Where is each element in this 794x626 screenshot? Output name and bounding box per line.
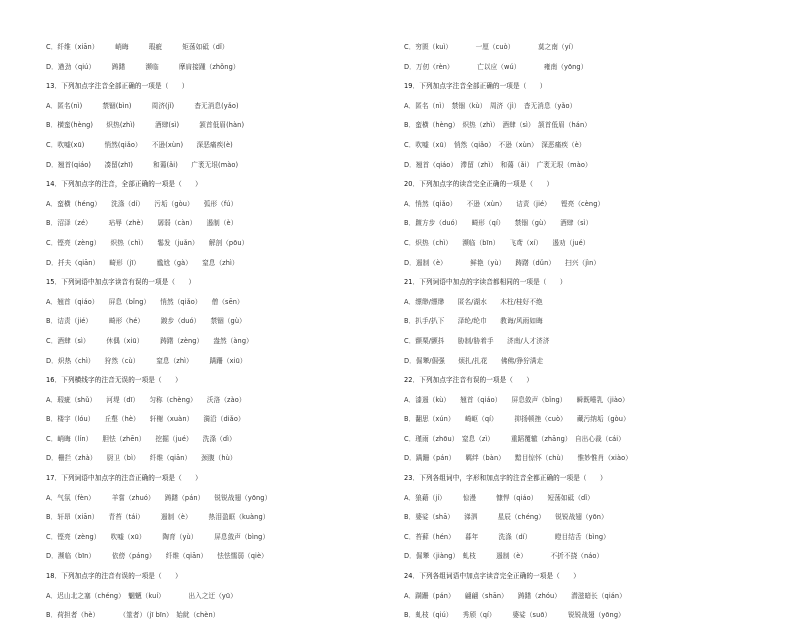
- answer-option: A．蛮横（héng） 洗涤（dí） 污垢（gòu） 弧形（fú）: [46, 199, 238, 208]
- question-stem: 20．下列加点字的读音完全正确的一项是（ ）: [404, 180, 554, 189]
- answer-option: D．遒劲（qiú） 踌躇 濒临 摩肩接踵（zhǒng）: [46, 62, 240, 71]
- answer-option: C．酒肆（sì） 休偶（xiū） 踌躇（zèng） 盎然（àng）: [46, 336, 253, 345]
- answer-option: C．纤维（xiān） 峭晦 瑕疵 矩荡如砥（dǐ）: [46, 43, 229, 51]
- answer-option: A．翘首（qiáo） 屏息（bǐng） 悄然（qiǎo） 僧（sēn）: [46, 297, 244, 306]
- answer-option: A．匿名（nì） 禁锢（kù） 周济（jì） 杳无消息（yǎo）: [404, 101, 577, 110]
- question-stem: 18．下列加点字的注音有误的一项是（ ）: [46, 572, 182, 581]
- answer-option: A．瑕疵（shǔ） 河堤（dī） 匀称（chèng） 沃洛（zào）: [46, 395, 246, 404]
- answer-option: A．匿名(nì) 禁锢(bìn) 周济(jǐ) 杳无消息(yǎo): [46, 101, 239, 110]
- right-column: [404, 38, 766, 626]
- question-stem: 24．下列各组词语中加点字读音完全正确的一项是（ ）: [404, 572, 580, 581]
- answer-option: B．沼泽（zé） 玷辱（zhè） 孱弱（càn） 遏制（è）: [46, 219, 238, 228]
- answer-option: D．倔犟/倔强 烦扎/扎花 佛佛/狰狞满走: [404, 356, 544, 365]
- answer-option: B．轩昂（xiān） 青苔（tái） 遏制（è） 热泪盈眶（kuàng）: [46, 513, 270, 522]
- answer-option: D．濒临（bīn） 依傍（páng） 纤维（qiān） 怯怯懦弱（qiè）: [46, 552, 268, 561]
- answer-option: D．翘首(qiáo) 凑留(zhī) 和蔼(ǎi) 广袤无垠(mào): [46, 160, 239, 169]
- answer-option: D．蹒跚（pán） 羁绊（bàn） 黯目惊怀（chù） 惟妙惟肖（xiào）: [404, 454, 632, 463]
- answer-option: C．颤栗/颤抖 胁制/胁着手 济南/人才济济: [404, 336, 550, 345]
- answer-option: B．扒手/扒下 泽纶/纶巾 教诲/风雨如晦: [404, 317, 543, 326]
- answer-option: D．遏制（è） 鲜艳（yù） 踌躇（dǔn） 扫兴（jìn）: [404, 258, 601, 267]
- answer-option: C．铿亮（zèng） 炽热（chì） 鬈发（juǎn） 解剖（pōu）: [46, 238, 249, 247]
- answer-option: B．虬枝（qiú） 秀颀（qí） 婆娑（suō） 锐锐战翅（yōng）: [404, 611, 625, 620]
- answer-option: A．气氛（fèn） 羊嘗（zhuó） 踌躇（pán） 锐锐战翅（yōng）: [46, 493, 272, 502]
- answer-option: C．瑾雨（zhōu） 窒息（zì） 重蹈覆辙（zhāng） 自出心裁（cái）: [404, 434, 625, 443]
- left-column: [46, 38, 408, 626]
- question-stem: 16．下列横线字的注音无误的一项是（ ）: [46, 376, 182, 385]
- question-stem: 15．下列词语中加点字读音有误的一项是（ ）: [46, 278, 196, 287]
- question-stem: 13．下列加点字注音全部正确的一项是（ ）: [46, 82, 189, 91]
- answer-option: D．栅拦（zhà） 厨卫（bì） 纤维（qiān） 颈腹（hù）: [46, 454, 237, 463]
- answer-option: B．诘责（jié） 畸形（hé） 踱步（duó） 禁锢（gù）: [46, 317, 246, 326]
- answer-option: A．漆遏（kù） 翘首（qiáo） 屏息敛声（bǐng） 瞬既唾乳（jiào）: [404, 395, 629, 404]
- answer-option: C．峭晦（lín） 胆怯（zhēn） 挖掘（jué） 洗涤（dì）: [46, 434, 236, 443]
- answer-option: C．炽热（chì） 濒临（bīn） 飞鸢（xí） 遏劝（jué）: [404, 238, 590, 247]
- answer-option: A．蹒跚（pán） 翩翩（shān） 踌躇（zhóu） 潜滋暗长（qián）: [404, 591, 626, 600]
- answer-option: C．苔藓（hén） 暮年 洗涤（dí） 瞪目结舌（bìng）: [404, 532, 610, 541]
- answer-option: B．翻思（xún） 崎岖（qí） 抑扬顿挫（cuò） 藏污纳垢（gòu）: [404, 415, 630, 424]
- answer-option: D．炽热（chì） 狩然（cù） 窒息（zhì） 蹒跚（xiū）: [46, 356, 247, 365]
- answer-option: B．蛮横（hèng） 炽热（zhì） 酒肆（sì） 颔首低眉（hán）: [404, 121, 591, 130]
- answer-option: C．穷匮（kuì） 一厘（cuò） 莫之南（yí）: [404, 43, 578, 51]
- answer-option: A．缥缈/缥缈 匿名/湖水 木柱/桂好不绝: [404, 297, 543, 306]
- answer-option: A．迟山北之塞（chéng） 魍魉（kuí） 出入之迂（yū）: [46, 591, 237, 600]
- question-stem: 17．下列词语中加点字的注音正确的一项是（ ）: [46, 474, 202, 483]
- answer-option: B．横蛮(hèng) 炽热(zhì) 酒肆(sì) 颔首低眉(hàn): [46, 121, 245, 130]
- question-stem: 22．下列加点字注音有误的一项是（ ）: [404, 376, 534, 385]
- answer-option: A．悄然（qiǎo） 不逊（xùn） 诘责（jié） 铿亮（cèng）: [404, 199, 605, 208]
- answer-option: D．翘首（qiáo） 滞留（zhì） 和蔼（ǎi） 广袤无垠（mào）: [404, 160, 592, 169]
- answer-option: B．楼宇（lóu） 丘壑（hè） 轩榭（xuàn） 漪沿（diǎo）: [46, 415, 245, 424]
- question-stem: 19．下列加点字注音全部正确的一项是（ ）: [404, 82, 547, 91]
- answer-option: D．万仞（rèn） 亡以应（wú） 雍南（yōng）: [404, 62, 588, 71]
- answer-option: B．荷担者（hè） （筮者）（jī bīn） 始龀（chèn）: [46, 611, 220, 620]
- answer-option: C．吹嘘（xū） 悄然（qiǎo） 不逊（xùn） 深恶痛疾（è）: [404, 140, 586, 149]
- question-stem: 14．下列加点字的注音，全部正确的一项是（ ）: [46, 180, 202, 189]
- question-stem: 21．下列词语中加点的字读音都相同的一项是（ ）: [404, 278, 567, 287]
- answer-option: B．婆娑（shā） 涕泗 星辰（chéng） 锐锐战翅（yōn）: [404, 513, 608, 522]
- answer-option: D．扦夫（qiān） 畸形（jī） 尴尬（gà） 窒息（zhì）: [46, 258, 239, 267]
- answer-option: D．倔犟（jiàng） 虬枝 遏制（è） 不折不挠（náo）: [404, 552, 604, 561]
- answer-option: C．吹嘘(xū) 悄然(qiǎo） 不逊(xùn) 深恶痛疾(è): [46, 140, 233, 149]
- answer-option: A．狼藉（jí） 惊漫 慷悍（qiáo） 短荡如砥（dǐ）: [404, 493, 594, 502]
- answer-option: C．铿亮（zèng） 吹嘘（xū） 陶育（yù） 屏息敛声（bìng）: [46, 532, 270, 541]
- question-stem: 23．下列各组词中，字形和加点字的注音全都正确的一项是（ ）: [404, 474, 607, 483]
- answer-option: B．踱方步（duó） 畸形（qí） 禁锢（gù） 酒肆（sì）: [404, 219, 593, 228]
